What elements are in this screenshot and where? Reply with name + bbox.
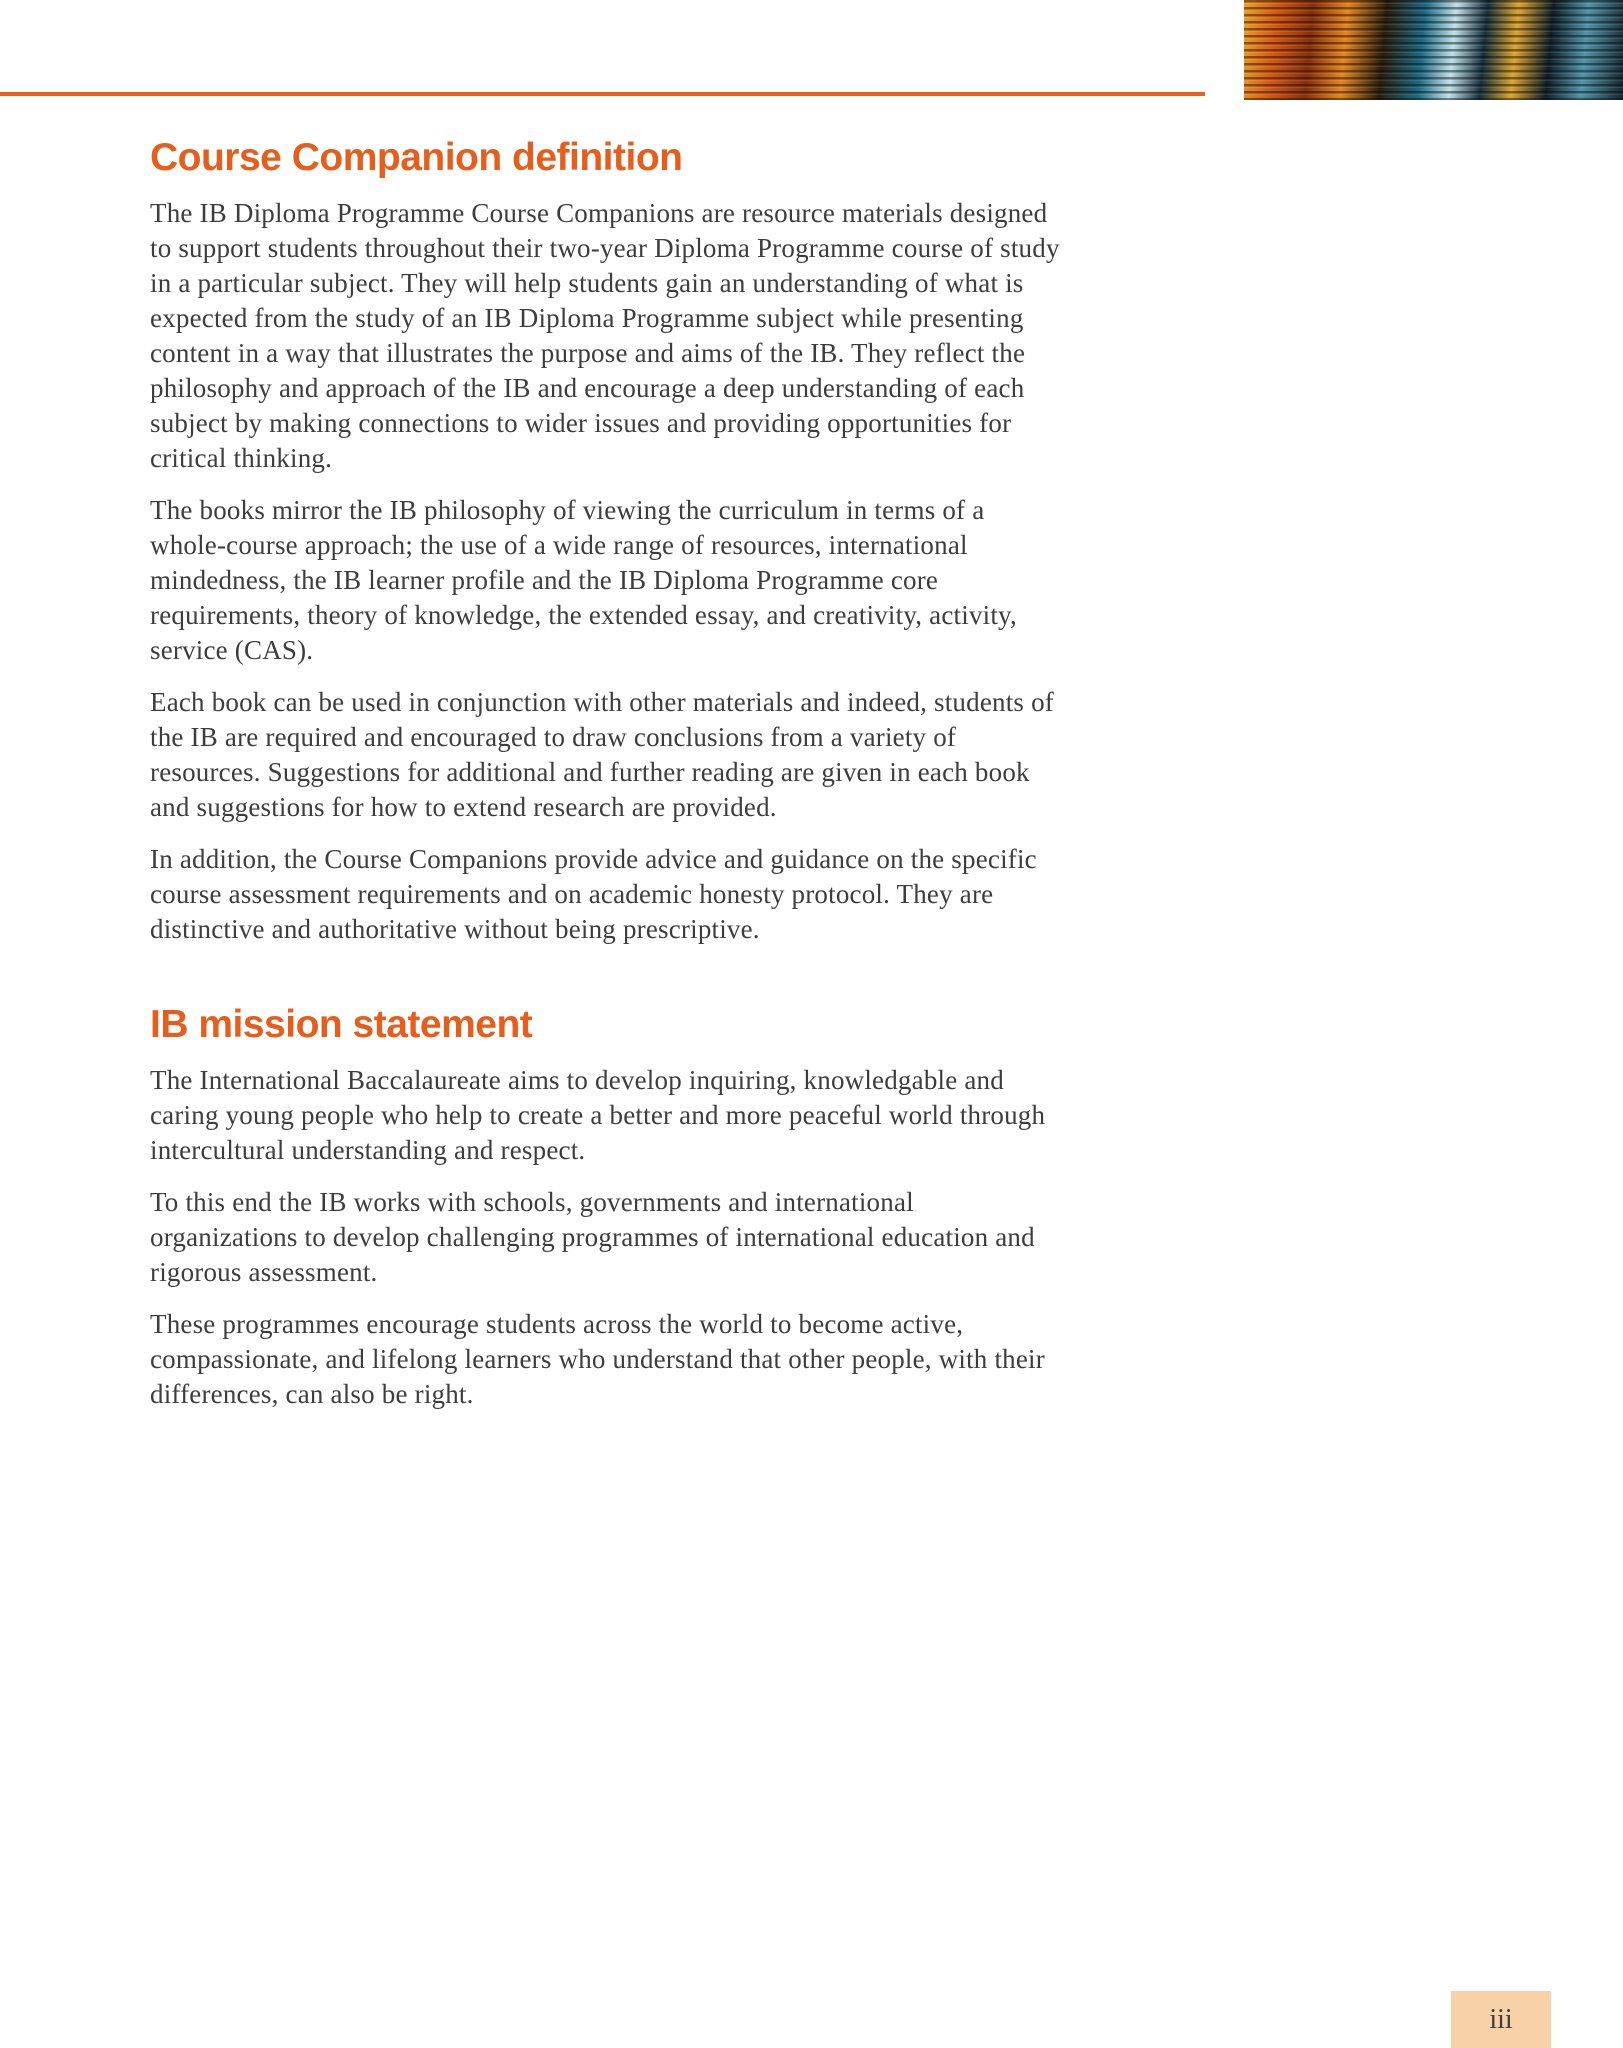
water-reflection-photo xyxy=(1244,0,1623,100)
paragraph: The IB Diploma Programme Course Companions are resource materials designed to support students throughout their two-year Diploma Programme course of study in a particular subject. They will help students gain an understanding of what is expected from the study of an IB Diploma Programme subject while presenting content in a way that illustrates the purpose and aims of the IB. They reflect the philosophy and approach of the IB and encourage a deep understanding of each subject by making connections to wider issues and providing opportunities for critical thinking. xyxy=(150,198,1060,473)
page-number-box xyxy=(1451,1991,1551,2048)
section-course-companion-definition xyxy=(150,136,1062,947)
header-rule xyxy=(0,92,1205,96)
page-number: iii xyxy=(1489,2003,1513,2035)
paragraph: Each book can be used in conjunction with other materials and indeed, students of the IB are required and encouraged to draw conclusions from a variety of resources. Suggestions for additional and further reading are given in each book and suggestions for how to extend research are provided. xyxy=(150,687,1054,822)
section-heading: IB mission statement xyxy=(150,1003,533,1046)
paragraph: These programmes encourage students across the world to become active, compassionate, and lifelong learners who understand that other people, with their differences, can also be right. xyxy=(150,1309,1045,1409)
section-ib-mission-statement xyxy=(150,1003,1062,1412)
page-content xyxy=(150,136,1062,1429)
paragraph: The International Baccalaureate aims to develop inquiring, knowledgable and caring young people who help to create a better and more peaceful world through intercultural understanding and respect. xyxy=(150,1065,1046,1165)
paragraph: The books mirror the IB philosophy of viewing the curriculum in terms of a whole-course approach; the use of a wide range of resources, international mindedness, the IB learner profile and the IB Diploma Programme core requirements, theory of knowledge, the extended essay, and creativity, activity, service (CAS). xyxy=(150,495,1017,665)
paragraph: To this end the IB works with schools, governments and international organizations to develop challenging programmes of international education and rigorous assessment. xyxy=(150,1187,1035,1287)
section-heading: Course Companion definition xyxy=(150,136,683,179)
paragraph: In addition, the Course Companions provide advice and guidance on the specific course assessment requirements and on academic honesty protocol. They are distinctive and authoritative without being prescriptive. xyxy=(150,844,1037,944)
